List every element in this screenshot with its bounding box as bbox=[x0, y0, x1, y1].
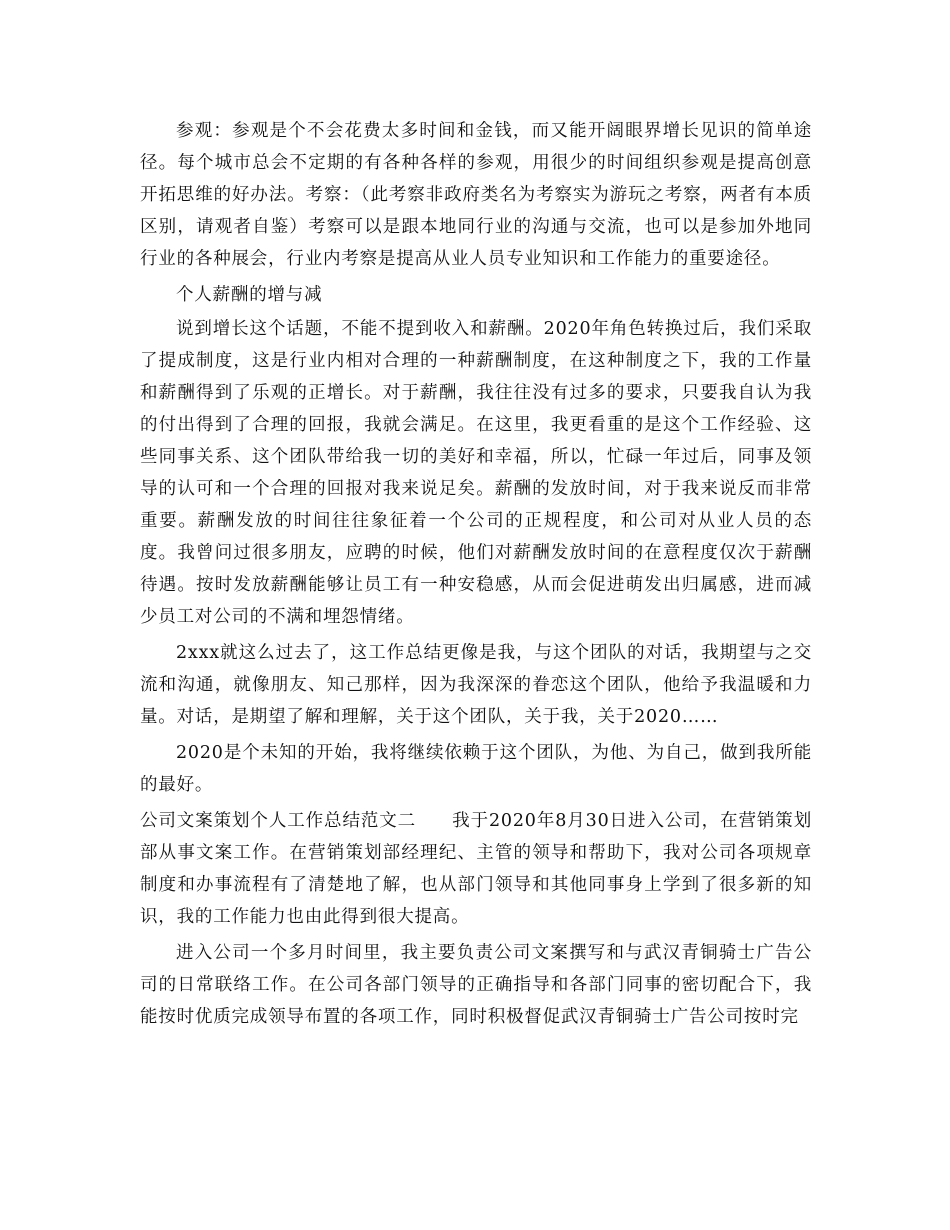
document-body bbox=[140, 115, 812, 1037]
sample-two-title: 公司文案策划个人工作总结范文二 bbox=[140, 811, 417, 831]
paragraph-sample-two bbox=[140, 805, 812, 933]
paragraph-visit-inspection: 参观：参观是个不会花费太多时间和金钱，而又能开阔眼界增长见识的简单途径。每个城市总会不定期的有各种各样的参观，用很少的时间组织参观是提高创意开拓思维的好办法。考察：（此考察非政府类名为考察实为游玩之考察，两者有本质区别，请观者自鉴）考察可以是跟本地同行业的沟通与交流，也可以是参加外地同行业的各种展会，行业内考察是提高从业人员专业知识和工作能力的重要途径。 bbox=[140, 121, 812, 269]
section-heading-salary: 个人薪酬的增与减 bbox=[176, 285, 323, 305]
paragraph-first-month: 进入公司一个多月时间里，我主要负责公司文案撰写和与武汉青铜骑士广告公司的日常联络工作。在公司各部门领导的正确指导和各部门同事的密切配合下，我能按时优质完成领导布置的各项工作，同时积极督促武汉青铜骑士广告公司按时完 bbox=[140, 943, 812, 1027]
sample-two-body: 我于2020年8月30日进入公司，在营销策划部从事文案工作。在营销策划部经理纪、主管的领导和帮助下，我对公司各项规章制度和办事流程有了清楚地了解，也从部门领导和其他同事身上学到了很多新的知识，我的工作能力也由此得到很大提高。 bbox=[140, 811, 812, 927]
paragraph-new-beginning: 2020是个未知的开始，我将继续依赖于这个团队，为他、为自己，做到我所能的最好。 bbox=[140, 743, 812, 795]
paragraph-salary: 说到增长这个话题，不能不提到收入和薪酬。2020年角色转换过后，我们采取了提成制度，这是行业内相对合理的一种薪酬制度，在这种制度之下，我的工作量和薪酬得到了乐观的正增长。对于薪酬，我往往没有过多的要求，只要我自认为我的付出得到了合理的回报，我就会满足。在这里，我更看重的是这个工作经验、这些同事关系、这个团队带给我一切的美好和幸福，所以，忙碌一年过后，同事及领导的认可和一个合理的回报对我来说足矣。薪酬的发放时间，对于我来说反而非常重要。薪酬发放的时间往往象征着一个公司的正规程度，和公司对从业人员的态度。我曾问过很多朋友，应聘的时候，他们对薪酬发放时间的在意程度仅次于薪酬待遇。按时发放薪酬能够让员工有一种安稳感，从而会促进萌发出归属感，进而减少员工对公司的不满和埋怨情绪。 bbox=[140, 319, 812, 627]
paragraph-team-dialogue: 2xxx就这么过去了，这工作总结更像是我，与这个团队的对话，我期望与之交流和沟通，就像朋友、知己那样，因为我深深的眷恋这个团队，他给予我温暖和力量。对话，是期望了解和理解，关于这个团队，关于我，关于2020…… bbox=[140, 643, 812, 727]
